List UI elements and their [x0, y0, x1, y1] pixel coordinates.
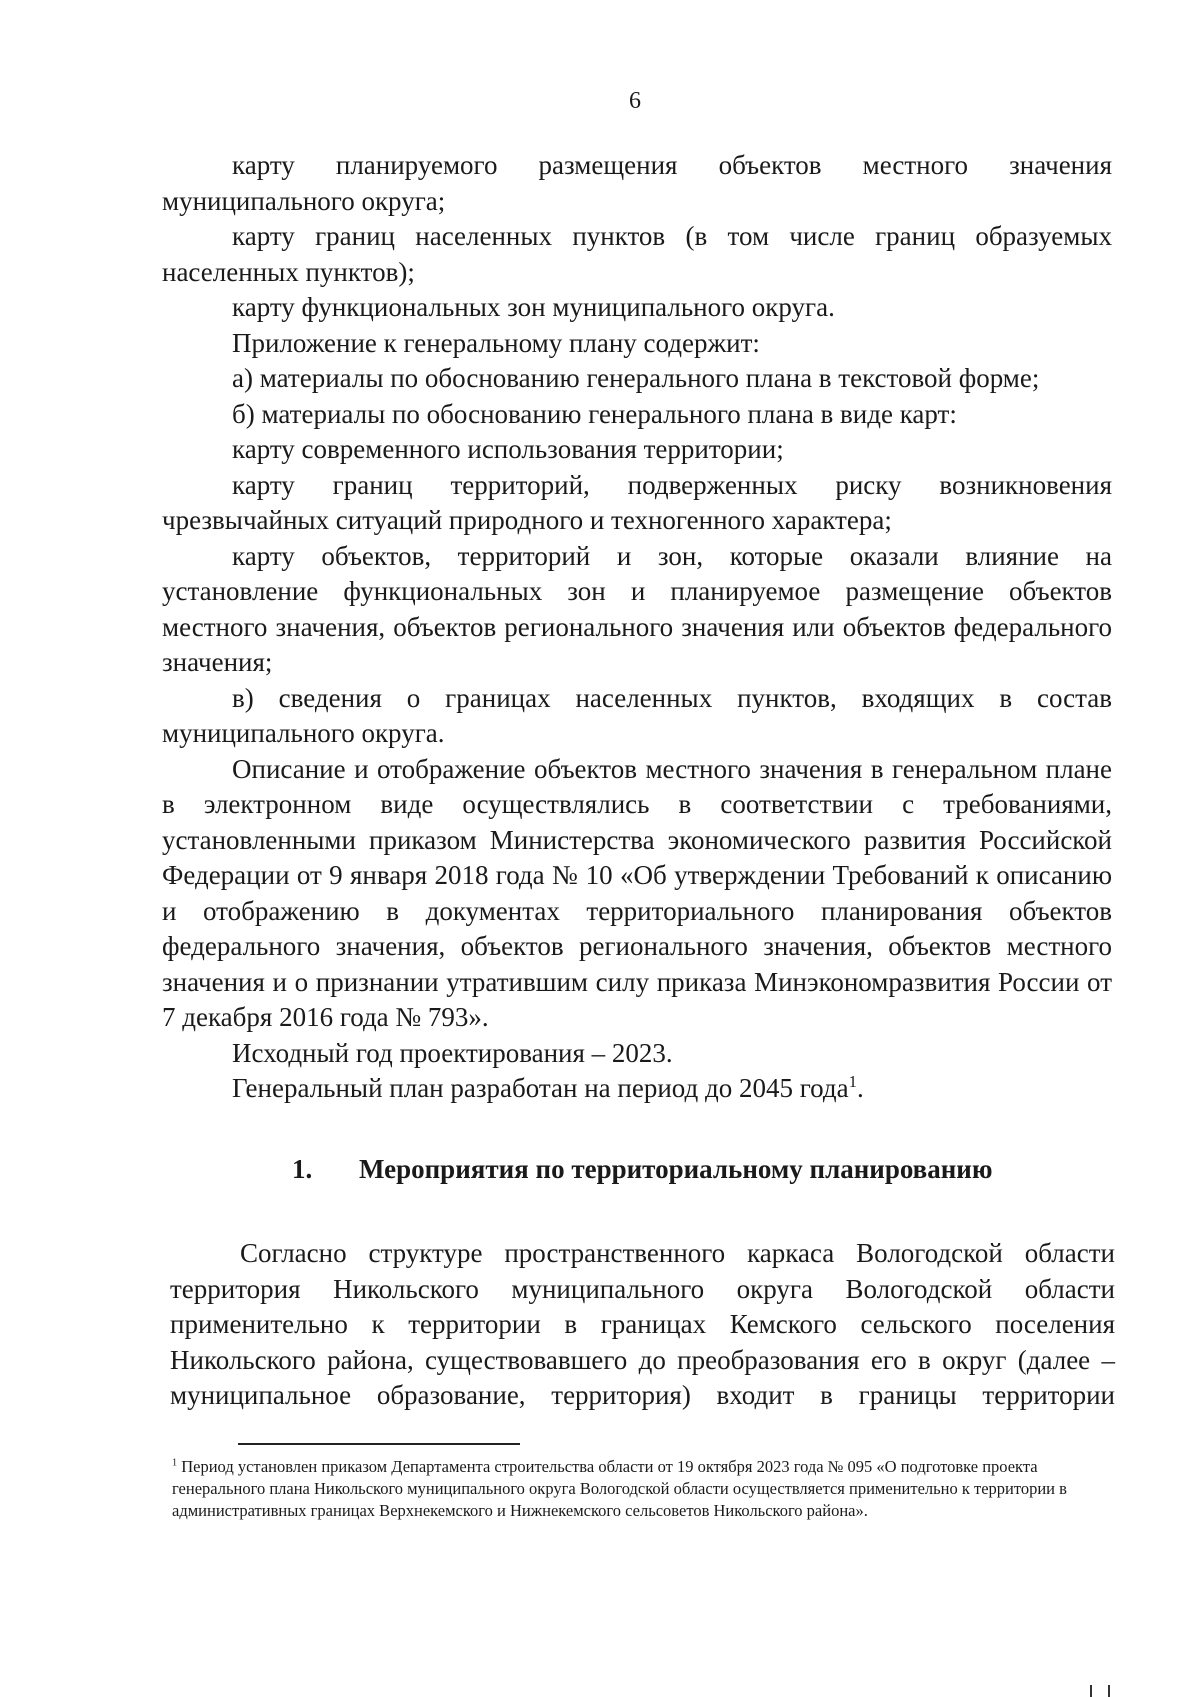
scan-mark	[1108, 1685, 1110, 1697]
scan-corner-marks	[1086, 1683, 1116, 1697]
paragraph: карту границ территорий, подверженных риску возникновения чрезвычайных ситуаций природного и техногенного характера;	[162, 469, 1112, 535]
section-title: Мероприятия по территориальному планированию	[359, 1154, 993, 1184]
paragraph: карту функциональных зон муниципального округа.	[232, 292, 835, 322]
scan-mark	[1090, 1685, 1092, 1697]
paragraph: карту современного использования территории;	[232, 434, 784, 464]
body-text	[162, 148, 1112, 1107]
paragraph: карту границ населенных пунктов (в том числе границ образуемых населенных пунктов);	[162, 221, 1112, 287]
page-number: 6	[629, 88, 641, 114]
paragraph: карту планируемого размещения объектов местного значения муниципального округа;	[162, 150, 1112, 216]
paragraph: Приложение к генеральному плану содержит:	[232, 327, 760, 358]
footnote-ref[interactable]: 1	[848, 1072, 857, 1091]
footnote-text: Период установлен приказом Департамента строительства области от 19 октября 2023 года № 095 «О подготовке проекта генерального плана Никольского муниципального округа Вологодской области осуществляется применительно к территории в административных границах Верхнекемского и Нижнекемского сельсоветов Никольского района».	[172, 1457, 1067, 1520]
paragraph: Согласно структуре пространственного каркаса Вологодской области территория Никольского муниципального округа Вологодской области применительно к территории в границах Кемского сельского поселения Никольского района, существовавшего до преобразования его в округ (далее – муниципальное образование, территория) входит в границы территории	[170, 1238, 1115, 1410]
paragraph-with-footnote-ref	[162, 1071, 1112, 1107]
paragraph: а) материалы по обоснованию генерального плана в текстовой форме;	[232, 363, 1040, 393]
footnote-separator	[238, 1443, 520, 1445]
paragraph: карту объектов, территорий и зон, которые оказали влияние на установление функциональных зон и планируемое размещение объектов местного значения, объектов регионального значения или объектов федерального значения;	[162, 540, 1112, 677]
paragraph: б) материалы по обоснованию генерального плана в виде карт:	[232, 398, 957, 429]
paragraph-end: .	[856, 1073, 864, 1103]
footnote	[172, 1456, 1122, 1522]
section-body	[170, 1236, 1115, 1414]
paragraph: Описание и отображение объектов местного значения в генеральном плане в электронном виде осуществлялись в соответствии с требованиями, установленными приказом Министерства экономического развития Российской Федерации от 9 января 2018 года № 10 «Об утверждении Требований к описанию и отображению в документах территориального планирования объектов федерального значения, объектов регионального значения, объектов местного значения и о признании утратившим силу приказа Минэкономразвития России от 7 декабря 2016 года № 793».	[162, 753, 1112, 1032]
paragraph-text: Генеральный план разработан на период до 2045 года	[232, 1073, 849, 1103]
paragraph: Исходный год проектирования – 2023.	[232, 1037, 673, 1068]
paragraph: в) сведения о границах населенных пунктов, входящих в состав муниципального округа.	[162, 682, 1112, 748]
section-number: 1.	[292, 1154, 313, 1184]
footnote-marker: 1	[172, 1457, 178, 1469]
section-heading	[292, 1154, 993, 1185]
